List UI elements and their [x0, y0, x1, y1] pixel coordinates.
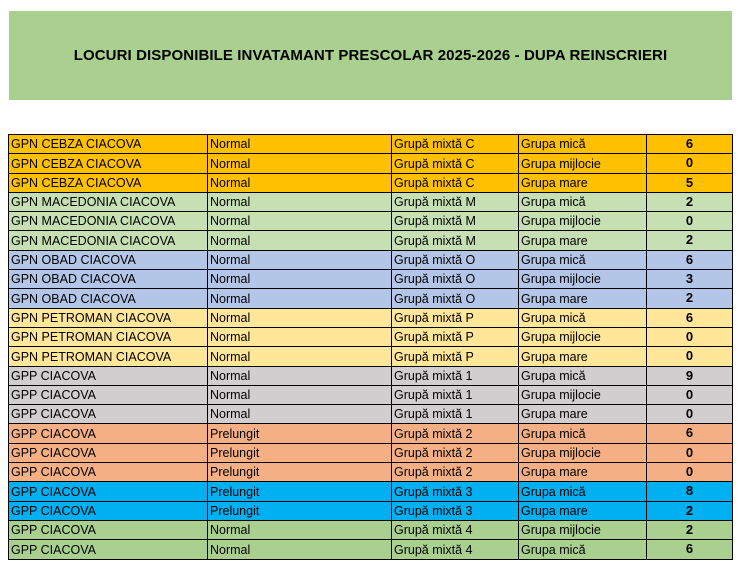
- cell-program: Normal: [208, 308, 392, 327]
- cell-places: 0: [647, 212, 733, 231]
- cell-unit: GPN CEBZA CIACOVA: [9, 154, 208, 173]
- cell-group: Grupă mixtă 3: [392, 501, 519, 520]
- cell-program: Normal: [208, 520, 392, 539]
- cell-unit: GPN MACEDONIA CIACOVA: [9, 192, 208, 211]
- cell-places: 0: [647, 154, 733, 173]
- cell-level: Grupa mare: [519, 501, 647, 520]
- cell-group: Grupă mixtă M: [392, 212, 519, 231]
- cell-group: Grupă mixtă 4: [392, 540, 519, 559]
- table-row: [9, 270, 733, 289]
- cell-unit: GPP CIACOVA: [9, 443, 208, 462]
- cell-places: 8: [647, 482, 733, 501]
- cell-places: 2: [647, 501, 733, 520]
- cell-level: Grupa mare: [519, 173, 647, 192]
- cell-program: Prelungit: [208, 482, 392, 501]
- cell-group: Grupă mixtă C: [392, 154, 519, 173]
- table-row: [9, 135, 733, 154]
- table-row: [9, 501, 733, 520]
- places-table: [8, 134, 733, 560]
- cell-level: Grupa mijlocie: [519, 212, 647, 231]
- cell-unit: GPN MACEDONIA CIACOVA: [9, 231, 208, 250]
- table-row: [9, 192, 733, 211]
- cell-level: Grupa mică: [519, 424, 647, 443]
- cell-unit: GPP CIACOVA: [9, 482, 208, 501]
- cell-places: 6: [647, 540, 733, 559]
- cell-level: Grupa mare: [519, 231, 647, 250]
- cell-level: Grupa mică: [519, 250, 647, 269]
- cell-level: Grupa mijlocie: [519, 443, 647, 462]
- cell-level: Grupa mijlocie: [519, 520, 647, 539]
- cell-program: Normal: [208, 135, 392, 154]
- table-row: [9, 424, 733, 443]
- cell-program: Prelungit: [208, 443, 392, 462]
- table-row: [9, 405, 733, 424]
- cell-group: Grupă mixtă O: [392, 250, 519, 269]
- cell-unit: GPN OBAD CIACOVA: [9, 270, 208, 289]
- table-row: [9, 231, 733, 250]
- cell-places: 0: [647, 463, 733, 482]
- cell-level: Grupa mică: [519, 482, 647, 501]
- cell-unit: GPP CIACOVA: [9, 501, 208, 520]
- places-table-body: [9, 135, 733, 560]
- cell-places: 2: [647, 231, 733, 250]
- cell-unit: GPN OBAD CIACOVA: [9, 250, 208, 269]
- cell-program: Normal: [208, 289, 392, 308]
- cell-level: Grupa mare: [519, 289, 647, 308]
- cell-group: Grupă mixtă 2: [392, 463, 519, 482]
- cell-unit: GPN PETROMAN CIACOVA: [9, 308, 208, 327]
- cell-group: Grupă mixtă P: [392, 347, 519, 366]
- table-row: [9, 385, 733, 404]
- cell-group: Grupă mixtă O: [392, 270, 519, 289]
- cell-places: 6: [647, 308, 733, 327]
- cell-group: Grupă mixtă M: [392, 192, 519, 211]
- table-row: [9, 482, 733, 501]
- cell-places: 0: [647, 405, 733, 424]
- cell-group: Grupă mixtă C: [392, 173, 519, 192]
- cell-unit: GPP CIACOVA: [9, 463, 208, 482]
- page-title: LOCURI DISPONIBILE INVATAMANT PRESCOLAR 2025-2026 - DUPA REINSCRIERI: [73, 47, 668, 64]
- cell-program: Normal: [208, 405, 392, 424]
- cell-level: Grupa mijlocie: [519, 327, 647, 346]
- cell-group: Grupă mixtă 4: [392, 520, 519, 539]
- cell-unit: GPP CIACOVA: [9, 424, 208, 443]
- cell-group: Grupă mixtă 1: [392, 405, 519, 424]
- cell-unit: GPN CEBZA CIACOVA: [9, 135, 208, 154]
- cell-group: Grupă mixtă 2: [392, 424, 519, 443]
- cell-places: 0: [647, 347, 733, 366]
- table-row: [9, 154, 733, 173]
- cell-level: Grupa mare: [519, 405, 647, 424]
- cell-unit: GPP CIACOVA: [9, 405, 208, 424]
- table-row: [9, 443, 733, 462]
- cell-level: Grupa mică: [519, 366, 647, 385]
- cell-places: 2: [647, 520, 733, 539]
- cell-places: 0: [647, 327, 733, 346]
- cell-program: Normal: [208, 173, 392, 192]
- cell-group: Grupă mixtă C: [392, 135, 519, 154]
- cell-program: Normal: [208, 250, 392, 269]
- cell-group: Grupă mixtă P: [392, 308, 519, 327]
- cell-program: Normal: [208, 347, 392, 366]
- cell-level: Grupa mică: [519, 540, 647, 559]
- cell-level: Grupa mijlocie: [519, 270, 647, 289]
- cell-level: Grupa mijlocie: [519, 154, 647, 173]
- cell-group: Grupă mixtă M: [392, 231, 519, 250]
- cell-program: Normal: [208, 327, 392, 346]
- cell-places: 9: [647, 366, 733, 385]
- cell-unit: GPN OBAD CIACOVA: [9, 289, 208, 308]
- table-row: [9, 366, 733, 385]
- cell-group: Grupă mixtă 1: [392, 366, 519, 385]
- table-row: [9, 308, 733, 327]
- cell-places: 6: [647, 135, 733, 154]
- cell-places: 5: [647, 173, 733, 192]
- cell-program: Normal: [208, 366, 392, 385]
- cell-unit: GPP CIACOVA: [9, 540, 208, 559]
- cell-group: Grupă mixtă 2: [392, 443, 519, 462]
- cell-program: Normal: [208, 231, 392, 250]
- cell-group: Grupă mixtă P: [392, 327, 519, 346]
- cell-program: Normal: [208, 540, 392, 559]
- cell-unit: GPP CIACOVA: [9, 366, 208, 385]
- table-row: [9, 463, 733, 482]
- table-row: [9, 212, 733, 231]
- cell-level: Grupa mare: [519, 347, 647, 366]
- cell-level: Grupa mică: [519, 308, 647, 327]
- cell-places: 3: [647, 270, 733, 289]
- cell-unit: GPP CIACOVA: [9, 520, 208, 539]
- cell-group: Grupă mixtă O: [392, 289, 519, 308]
- cell-unit: GPN PETROMAN CIACOVA: [9, 327, 208, 346]
- cell-places: 6: [647, 250, 733, 269]
- cell-level: Grupa mică: [519, 135, 647, 154]
- cell-program: Normal: [208, 270, 392, 289]
- cell-unit: GPN PETROMAN CIACOVA: [9, 347, 208, 366]
- cell-program: Normal: [208, 385, 392, 404]
- table-row: [9, 540, 733, 559]
- table-row: [9, 289, 733, 308]
- cell-program: Normal: [208, 212, 392, 231]
- title-banner: [9, 11, 732, 100]
- cell-level: Grupa mare: [519, 463, 647, 482]
- table-row: [9, 250, 733, 269]
- cell-places: 0: [647, 443, 733, 462]
- cell-level: Grupa mică: [519, 192, 647, 211]
- cell-places: 0: [647, 385, 733, 404]
- cell-program: Normal: [208, 154, 392, 173]
- cell-group: Grupă mixtă 3: [392, 482, 519, 501]
- cell-program: Normal: [208, 192, 392, 211]
- table-row: [9, 520, 733, 539]
- table-row: [9, 347, 733, 366]
- cell-places: 6: [647, 424, 733, 443]
- cell-program: Prelungit: [208, 501, 392, 520]
- cell-level: Grupa mijlocie: [519, 385, 647, 404]
- cell-unit: GPN MACEDONIA CIACOVA: [9, 212, 208, 231]
- cell-program: Prelungit: [208, 424, 392, 443]
- cell-places: 2: [647, 192, 733, 211]
- cell-group: Grupă mixtă 1: [392, 385, 519, 404]
- cell-program: Prelungit: [208, 463, 392, 482]
- cell-unit: GPP CIACOVA: [9, 385, 208, 404]
- cell-unit: GPN CEBZA CIACOVA: [9, 173, 208, 192]
- table-row: [9, 173, 733, 192]
- table-row: [9, 327, 733, 346]
- cell-places: 2: [647, 289, 733, 308]
